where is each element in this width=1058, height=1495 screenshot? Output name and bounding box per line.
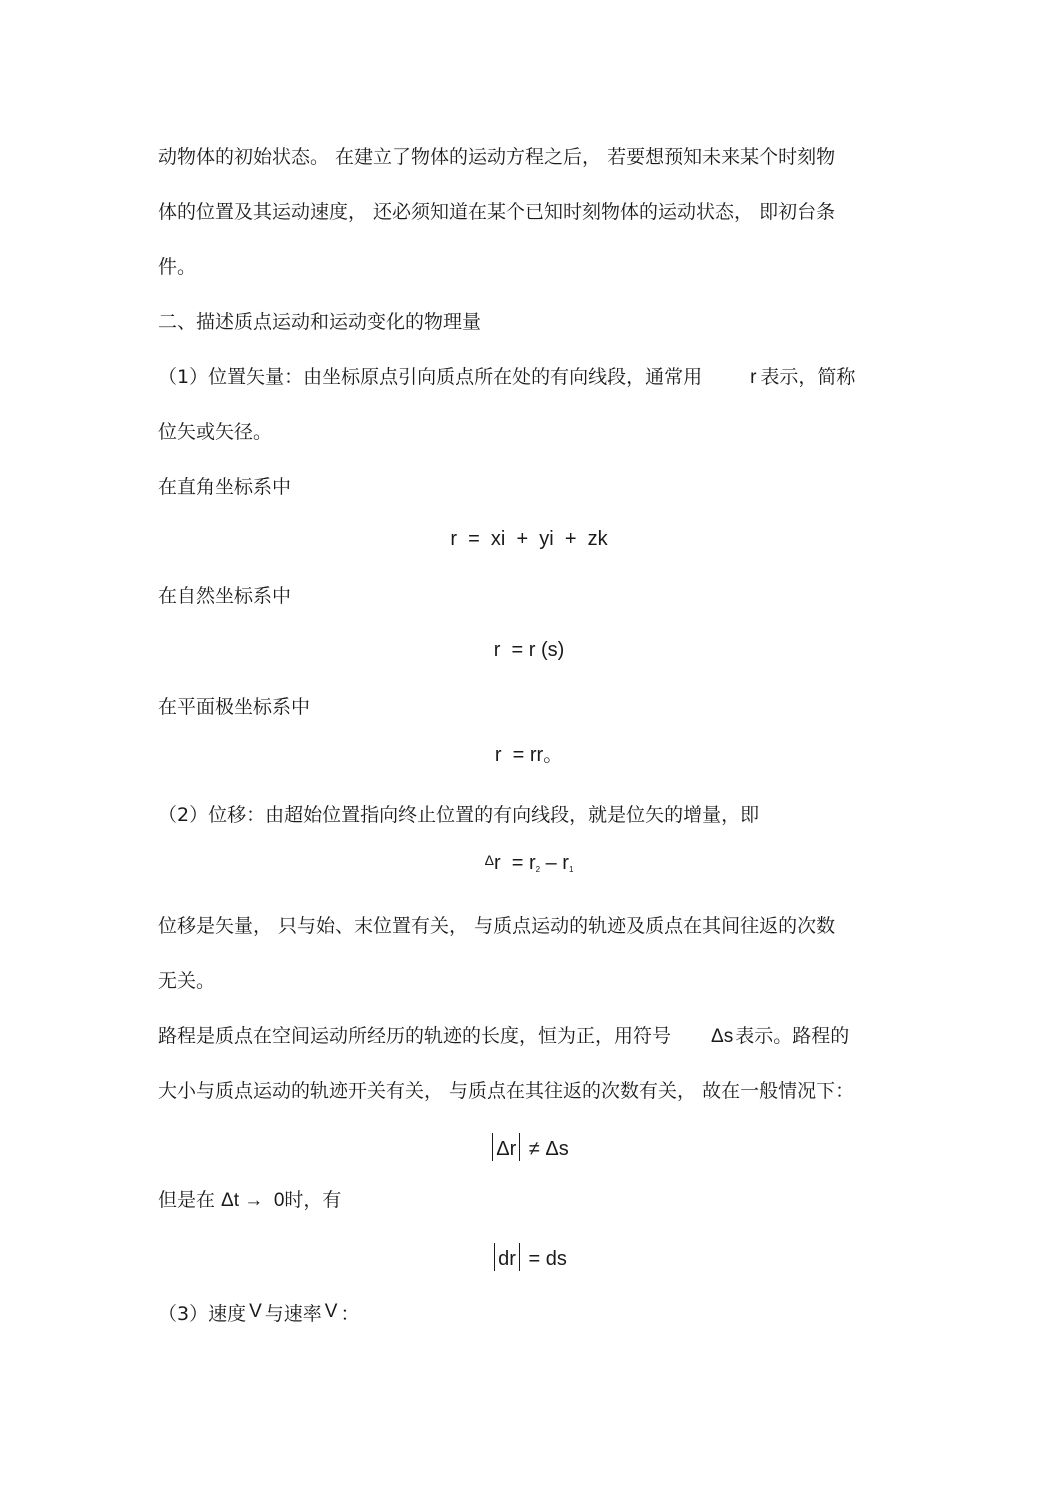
abs-bar-right — [519, 1243, 520, 1271]
path-text-b: 表示。路程的 — [735, 1025, 850, 1047]
item1-text: （1）位置矢量：由坐标原点引向质点所在处的有向线段，通常用 — [158, 366, 703, 388]
item3-text: （3）速度 — [158, 1303, 247, 1325]
text-line: 体的位置及其运动速度， 还必须知道在某个已知时刻物体的运动状态， 即初台条 — [158, 201, 836, 223]
abs-bar-right — [519, 1133, 520, 1161]
abs-bar-left — [492, 1133, 493, 1161]
section-heading: 二、描述质点运动和运动变化的物理量 — [158, 311, 482, 333]
limit-text: 但是在 — [158, 1189, 216, 1211]
equation-inequality — [0, 1133, 1058, 1161]
equation-cartesian: r = xi + yi + zk — [450, 528, 608, 550]
text-line: 动物体的初始状态。 在建立了物体的运动方程之后， 若要想预知未来某个时刻物 — [158, 146, 836, 168]
item2-line: （2）位移：由超始位置指向终止位置的有向线段，就是位矢的增量，即 — [158, 804, 760, 826]
eq-rest: ≠ Δs — [523, 1138, 569, 1160]
text-line: 无关。 — [158, 970, 216, 992]
symbol-v: V — [249, 1301, 262, 1322]
text-line: 位移是矢量， 只与始、末位置有关， 与质点运动的轨迹及质点在其间往返的次数 — [158, 915, 836, 937]
limit-line — [158, 1191, 341, 1210]
item3-text-b: 与速率 — [264, 1303, 322, 1325]
eq-part: r = r — [493, 852, 536, 874]
limit-text-b: 时，有 — [284, 1189, 342, 1211]
equation-displacement — [0, 853, 1058, 874]
path-line — [158, 1027, 849, 1046]
equation-natural: r = r (s) — [493, 639, 565, 661]
natural-label: 在自然坐标系中 — [158, 585, 292, 607]
abs-bar-left — [494, 1243, 495, 1271]
symbol-v: V — [324, 1301, 338, 1322]
symbol-r: r — [750, 367, 757, 388]
equation-dr — [0, 1243, 1058, 1271]
text-line: 位矢或矢径。 — [158, 421, 273, 443]
subscript-1: 1 — [568, 865, 574, 874]
equation-polar: r = rr。 — [494, 744, 564, 766]
delta-symbol: Δ — [484, 852, 494, 868]
item1-line — [158, 368, 855, 387]
eq-abs-content: dr — [498, 1248, 516, 1270]
eq-rest: = ds — [522, 1248, 567, 1270]
subscript-2: 2 — [535, 865, 541, 874]
eq-abs-content: Δr — [496, 1138, 517, 1160]
item1-text-b: 表示，简称 — [760, 366, 856, 388]
eq-part: – r — [540, 852, 569, 874]
limit-symbol: Δt → 0 — [221, 1190, 285, 1211]
item3-line — [158, 1302, 360, 1324]
symbol-delta-s: Δs — [711, 1026, 734, 1047]
cartesian-label: 在直角坐标系中 — [158, 476, 292, 498]
polar-label: 在平面极坐标系中 — [158, 696, 311, 718]
path-text: 路程是质点在空间运动所经历的轨迹的长度，恒为正，用符号 — [158, 1025, 672, 1047]
text-line: 大小与质点运动的轨迹开关有关， 与质点在其往返的次数有关， 故在一般情况下： — [158, 1080, 855, 1102]
text-line: 件。 — [158, 256, 197, 278]
item3-text-c: ： — [340, 1303, 360, 1325]
